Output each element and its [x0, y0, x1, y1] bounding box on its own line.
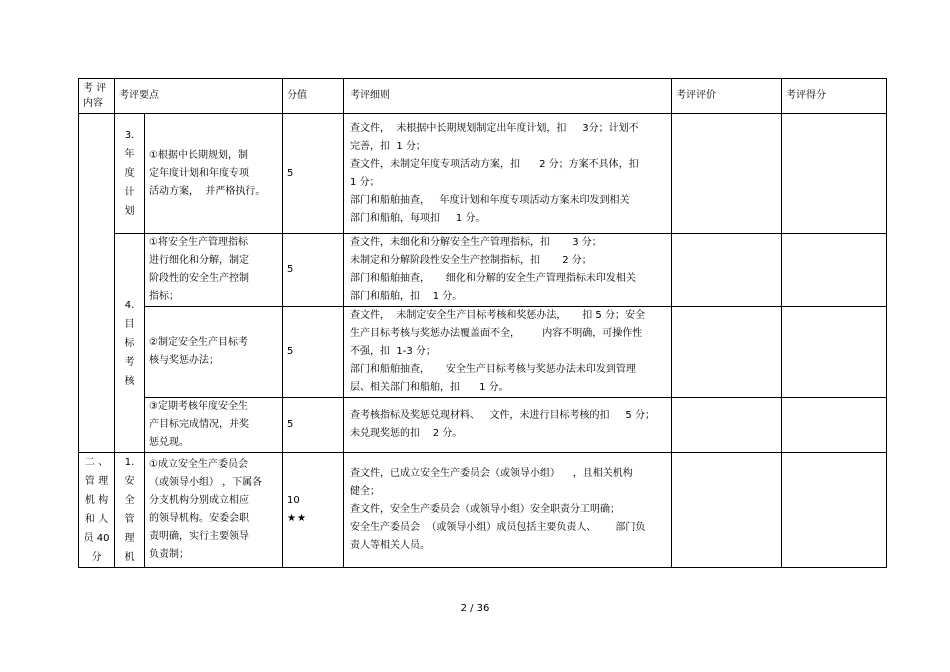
table-header-row — [79, 79, 887, 114]
key-point-cell: ②制定安全生产目标考 核与奖惩办法； — [145, 307, 283, 398]
score-value: 10 — [287, 495, 300, 506]
table-row — [79, 234, 887, 307]
detail-cell: 查文件， 未根据中长期规划制定出年度计划，扣 3分；计划不 完善，扣 1 分； 查文件，未制定年度专项活动方案，扣 2 分；方案不具体，扣 1 分； 部门和船舶抽查， 年度计划和年度专项活动方案未印发到相关 部门和船舶，每项扣 1 分。 — [344, 114, 672, 234]
result-cell — [782, 453, 887, 568]
detail-cell: 查文件， 未制定安全生产目标考核和奖惩办法， 扣 5 分；安全 生产目标考核与奖惩办法覆盖面不全， 内容不明确，可操作性 不强，扣 1-3 分； 部门和船舶抽查， 安全生产目标考核与奖惩办法未印发到管理 层、相关部门和船舶，扣 1 分。 — [344, 307, 672, 398]
result-cell — [782, 234, 887, 307]
evaluation-cell — [672, 114, 782, 234]
header-details: 考评细则 — [344, 79, 672, 114]
detail-cell: 查文件，未细化和分解安全生产管理指标，扣 3 分； 未制定和分解阶段性安全生产控制指标，扣 2 分； 部门和船舶抽查， 细化和分解的安全生产管理指标未印发相关 部门和船舶，扣 1 分。 — [344, 234, 672, 307]
evaluation-cell — [672, 453, 782, 568]
sub-item-label: 4. 目 标 考 核 — [115, 234, 145, 453]
key-point-cell: ①根据中长期规划，制 定年度计划和年度专项 活动方案， 并严格执行。 — [145, 114, 283, 234]
header-result: 考评得分 — [782, 79, 887, 114]
page-number: 2 / 36 — [460, 603, 490, 614]
category-label: 二 、 管 理 机 构 和 人 员 40 分 — [79, 453, 115, 568]
sub-item-label: 3. 年 度 计 划 — [115, 114, 145, 234]
detail-cell: 查文件，已成立安全生产委员会（或领导小组） ，且相关机构 健全； 查文件，安全生产委员会（或领导小组）安全职责分工明确； 安全生产委员会 （或领导小组）成员包括主要负责人、 部门负 责人等相关人员。 — [344, 453, 672, 568]
key-point-cell: ③定期考核年度安全生 产目标完成情况，并奖 惩兑现。 — [145, 398, 283, 453]
result-cell — [782, 398, 887, 453]
star-rating: ★★ — [287, 513, 307, 524]
assessment-table — [78, 78, 887, 568]
table-row — [79, 398, 887, 453]
evaluation-cell — [672, 398, 782, 453]
table-row — [79, 114, 887, 234]
sub-item-label: 1. 安 全 管 理 机 — [115, 453, 145, 568]
header-category: 考 评 内容 — [79, 79, 115, 114]
result-cell — [782, 114, 887, 234]
evaluation-cell — [672, 234, 782, 307]
header-evaluation: 考评评价 — [672, 79, 782, 114]
header-score: 分值 — [283, 79, 344, 114]
result-cell — [782, 307, 887, 398]
score-cell: 5 — [283, 307, 344, 398]
score-cell: 5 — [283, 398, 344, 453]
score-cell: 5 — [283, 114, 344, 234]
table-row — [79, 307, 887, 398]
key-point-cell: ①成立安全生产委员会 （或领导小组） ，下属各 分支机构分别成立相应 的领导机构。安委会职 责明确，实行主要领导 负责制； — [145, 453, 283, 568]
score-cell: 5 — [283, 234, 344, 307]
evaluation-cell — [672, 307, 782, 398]
score-cell — [283, 453, 344, 568]
header-key-points: 考评要点 — [115, 79, 283, 114]
key-point-cell: ①将安全生产管理指标 进行细化和分解，制定 阶段性的安全生产控制 指标； — [145, 234, 283, 307]
table-row — [79, 453, 887, 568]
category-cell — [79, 114, 115, 453]
detail-cell: 查考核指标及奖惩兑现材料、 文件，未进行目标考核的扣 5 分； 未兑现奖惩的扣 2 分。 — [344, 398, 672, 453]
